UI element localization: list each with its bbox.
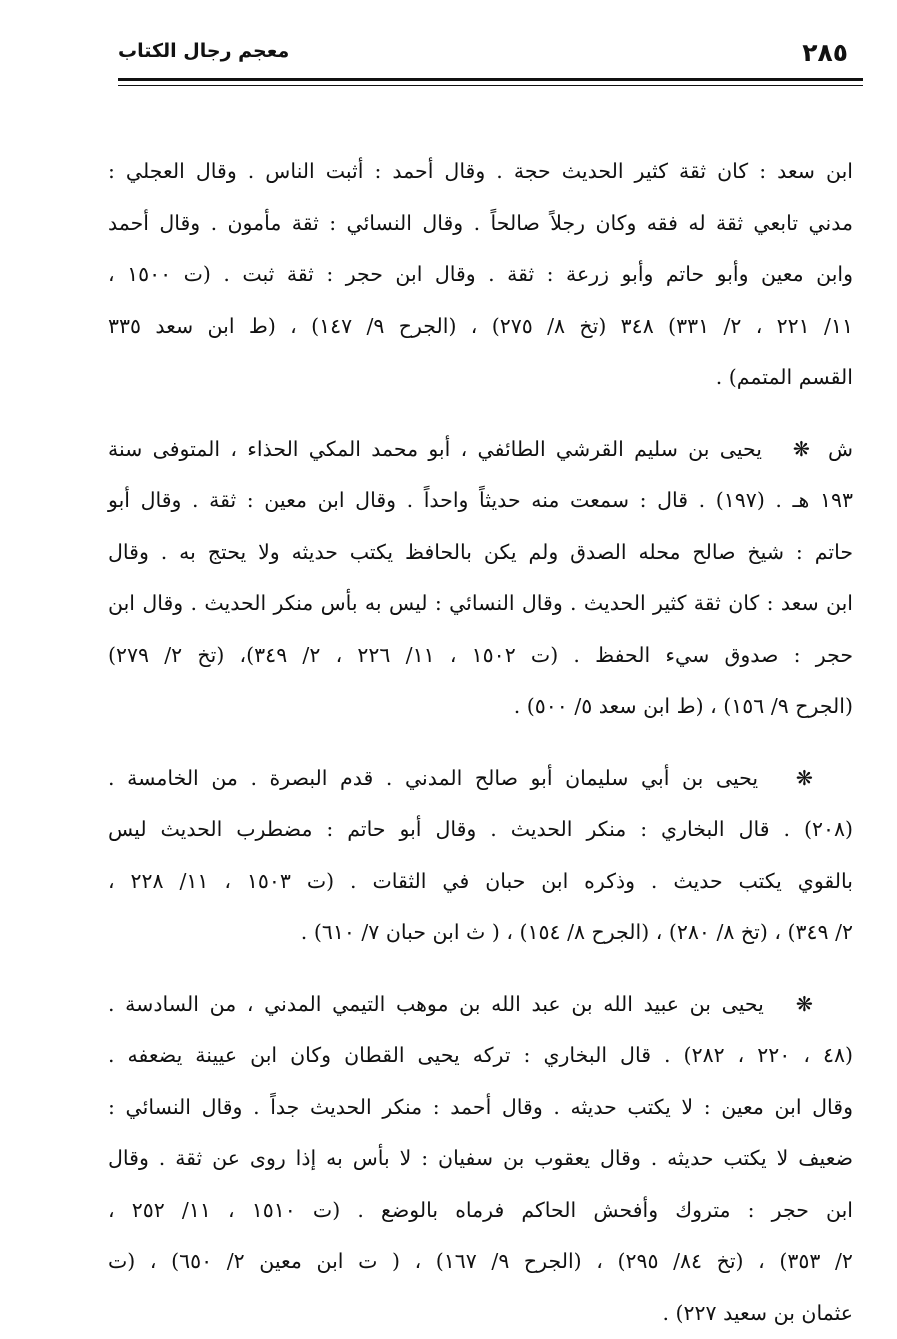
entry-paragraph bbox=[108, 979, 853, 1339]
entry-star-icon: ❋ bbox=[796, 992, 813, 1016]
text-line: ١١/ ٢٢١ ، ٢/ ٣٣١) ٣٤٨ (تخ ٨/ ٢٧٥) ، (الجرح ٩/ ١٤٧) ، (ط ابن سعد ٣٣٥ bbox=[108, 301, 853, 353]
page-number: ٢٨٥ bbox=[802, 38, 848, 67]
text-line: ٢/ ٣٤٩) ، (تخ ٨/ ٢٨٠) ، (الجرح ٨/ ١٥٤) ، ( ث ابن حبان ٧/ ٦١٠) . bbox=[108, 907, 853, 959]
text-line: حاتم : شيخ صالح محله الصدق ولم يكن بالحافظ يكتب حديثه ولا يحتج به . وقال bbox=[108, 527, 853, 579]
entry-first-line bbox=[108, 424, 853, 476]
text-line: وابن معين وأبو حاتم وأبو زرعة : ثقة . وقال ابن حجر : ثقة ثبت . (ت ١٥٠٠ ، bbox=[108, 249, 853, 301]
entry-first-line bbox=[108, 753, 853, 805]
entry-star-icon: ❋ bbox=[796, 766, 813, 790]
header-rule-thin bbox=[118, 85, 863, 86]
entry-paragraph bbox=[108, 753, 853, 959]
text-line: ابن حجر : متروك وأفحش الحاكم فرماه بالوضع . (ت ١٥١٠ ، ١١/ ٢٥٢ ، bbox=[108, 1185, 853, 1237]
header-rule-thick bbox=[118, 78, 863, 81]
text-line: (٢٠٨) . قال البخاري : منكر الحديث . وقال أبو حاتم : مضطرب الحديث ليس bbox=[108, 804, 853, 856]
text-line: حجر : صدوق سيء الحفظ . (ت ١٥٠٢ ، ١١/ ٢٢٦ ، ٢/ ٣٤٩)، (تخ ٢/ ٢٧٩) bbox=[108, 630, 853, 682]
text-line: ٢/ ٣٥٣) ، (تخ ٨٤/ ٢٩٥) ، (الجرح ٩/ ١٦٧) ، ( ت ابن معين ٢/ ٦٥٠) ، (ت bbox=[108, 1236, 853, 1288]
text-line: ضعيف لا يكتب حديثه . وقال يعقوب بن سفيان : لا بأس به إذا روى عن ثقة . وقال bbox=[108, 1133, 853, 1185]
entry-star-icon: ❋ bbox=[793, 437, 810, 461]
text-line: بالقوي يكتب حديث . وذكره ابن حبان في الثقات . (ت ١٥٠٣ ، ١١/ ٢٢٨ ، bbox=[108, 856, 853, 908]
text-line: يحيى بن أبي سليمان أبو صالح المدني . قدم البصرة . من الخامسة . bbox=[108, 766, 758, 790]
text-line: يحيى بن عبيد الله بن عبد الله بن موهب التيمي المدني ، من السادسة . bbox=[108, 992, 764, 1016]
text-line: ١٩٣ هـ . (١٩٧) . قال : سمعت منه حديثاً واحداً . وقال ابن معين : ثقة . وقال أبو bbox=[108, 475, 853, 527]
entry-first-line bbox=[108, 979, 853, 1031]
narrator-code: ش bbox=[828, 437, 853, 461]
text-line: (٤٨ ، ٢٢٠ ، ٢٨٢) . قال البخاري : تركه يحيى القطان وكان ابن عيينة يضعفه . bbox=[108, 1030, 853, 1082]
text-line: ابن سعد : كان ثقة كثير الحديث . وقال النسائي : ليس به بأس منكر الحديث . وقال ابن bbox=[108, 578, 853, 630]
text-line: مدني تابعي ثقة له فقه وكان رجلاً صالحاً . وقال النسائي : ثقة مأمون . وقال أحمد bbox=[108, 198, 853, 250]
page-body bbox=[108, 146, 853, 1339]
book-title: معجم رجال الكتاب bbox=[118, 40, 289, 62]
text-line: وقال ابن معين : لا يكتب حديثه . وقال أحمد : منكر الحديث جداً . وقال النسائي : bbox=[108, 1082, 853, 1134]
text-line: (الجرح ٩/ ١٥٦) ، (ط ابن سعد ٥/ ٥٠٠) . bbox=[108, 681, 853, 733]
entry-paragraph bbox=[108, 146, 853, 404]
text-line: يحيى بن سليم القرشي الطائفي ، أبو محمد المكي الحذاء ، المتوفى سنة bbox=[108, 437, 762, 461]
text-line: القسم المتمم) . bbox=[108, 352, 853, 404]
text-line: عثمان بن سعيد ٢٢٧) . bbox=[108, 1288, 853, 1339]
entry-paragraph bbox=[108, 424, 853, 733]
text-line: ابن سعد : كان ثقة كثير الحديث حجة . وقال أحمد : أثبت الناس . وقال العجلي : bbox=[108, 146, 853, 198]
page-header bbox=[118, 38, 858, 78]
